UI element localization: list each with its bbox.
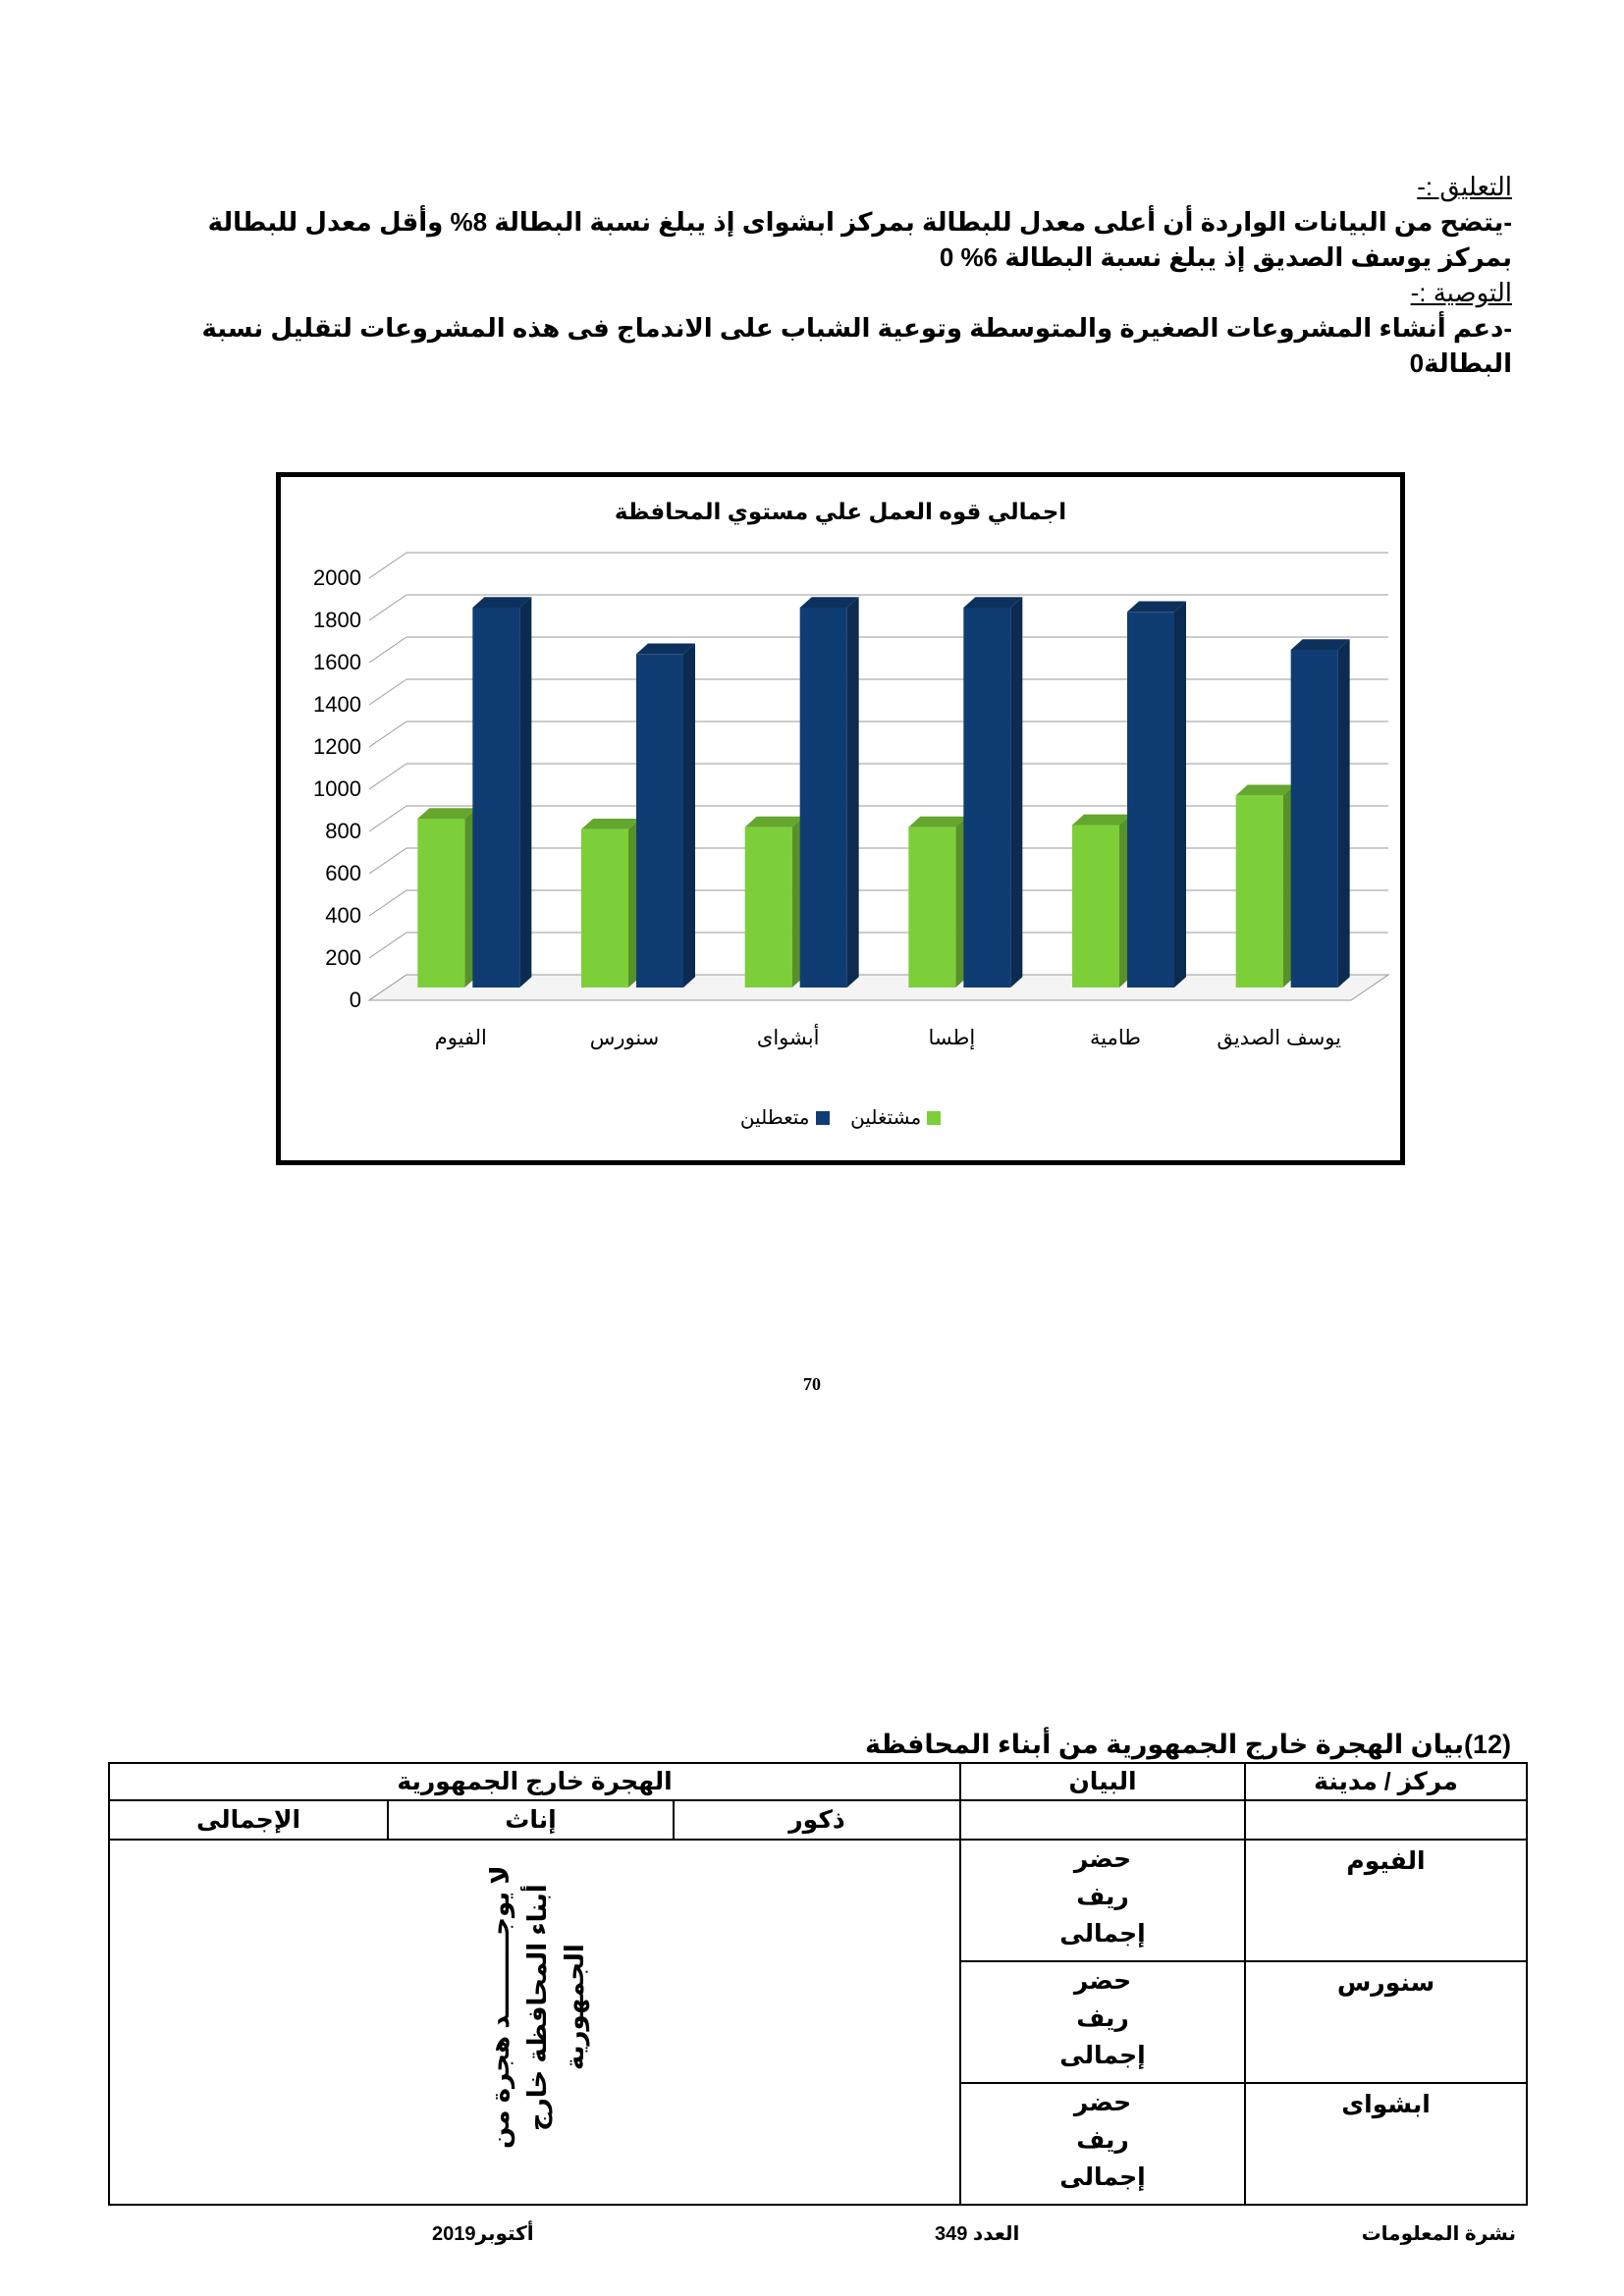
y-tick-label: 600	[325, 861, 361, 885]
table-header-row	[109, 1763, 1527, 1800]
stat-urban: حضر	[1073, 2089, 1132, 2116]
chart-title: اجمالي قوه العمل علي مستوي المحافظة	[614, 499, 1067, 524]
footer-issue: العدد 349	[935, 2223, 1020, 2245]
bar	[1072, 825, 1119, 988]
stat-rural: ريف	[1076, 1883, 1129, 1910]
legend-swatch-employed	[927, 1111, 941, 1125]
footer-date: أكتوبر2019	[432, 2223, 534, 2245]
chart-plot	[281, 477, 1400, 1160]
bar-side	[1174, 602, 1186, 988]
y-tick-label: 1400	[313, 692, 361, 717]
bar	[800, 608, 847, 988]
row-center-name: الفيوم	[1245, 1840, 1527, 1961]
x-tick-label: يوسف الصديق	[1217, 1027, 1342, 1049]
y-tick-label: 0	[349, 988, 361, 1012]
stat-total: إجمالى	[1059, 1920, 1146, 1948]
migration-table	[108, 1762, 1528, 2206]
legend-swatch-unemployed	[816, 1111, 830, 1125]
comment-text: -يتضح من البيانات الواردة أن أعلى معدل للبطالة بمركز ابشواى إذ يبلغ نسبة البطالة 8% وأقل معدل للبطالة بمركز يوسف الصديق إذ يبلغ نسبة البطالة 6% 0	[207, 207, 1512, 272]
y-tick-label: 1000	[313, 776, 361, 801]
subheader-empty-2	[960, 1800, 1245, 1840]
bar	[636, 654, 683, 988]
table-subheader-row	[109, 1800, 1527, 1840]
gridline-side	[369, 764, 406, 789]
recommendation-heading: التوصية :-	[1410, 278, 1512, 307]
legend-item-employed	[850, 1105, 941, 1130]
gridline-side	[369, 595, 406, 620]
header-statement: البيان	[960, 1763, 1245, 1800]
bar-side	[683, 644, 695, 988]
bar-side	[519, 597, 531, 988]
labor-force-chart	[276, 472, 1405, 1165]
stat-urban: حضر	[1073, 1967, 1132, 1995]
table-title: (12)بيان الهجرة خارج الجمهورية من أبناء المحافظة	[865, 1730, 1511, 1759]
row-statement	[960, 1961, 1245, 2083]
gridline-side	[369, 679, 406, 705]
legend-label-employed: مشتغلين	[850, 1107, 922, 1129]
subheader-empty-1	[1245, 1800, 1527, 1840]
footer-publication: نشرة المعلومات	[1361, 2223, 1516, 2245]
x-tick-label: طامية	[1090, 1027, 1141, 1049]
gridline-side	[369, 933, 406, 958]
bar	[472, 608, 519, 988]
stat-rural: ريف	[1076, 2126, 1129, 2154]
y-tick-label: 2000	[313, 565, 361, 590]
y-tick-label: 400	[325, 903, 361, 928]
stat-total: إجمالى	[1059, 2163, 1146, 2191]
gridline-side	[369, 721, 406, 747]
y-tick-label: 800	[325, 819, 361, 843]
subheader-males: ذكور	[674, 1800, 960, 1840]
bar-side	[1338, 639, 1350, 988]
recommendation-text: -دعم أنشاء المشروعات الصغيرة والمتوسطة وتوعية الشباب على الاندماج فى هذه المشروعات لتقليل نسبة البطالة0	[201, 313, 1512, 378]
subheader-total: الإجمالى	[109, 1800, 388, 1840]
subheader-females: إناث	[388, 1800, 674, 1840]
legend-label-unemployed: متعطلين	[739, 1107, 810, 1129]
x-tick-label: أبشواى	[756, 1027, 820, 1049]
commentary-block	[137, 169, 1512, 381]
gridline-side	[369, 637, 406, 663]
bar	[908, 828, 955, 988]
row-statement	[960, 1840, 1245, 1961]
bar	[417, 819, 464, 988]
table-row	[109, 1840, 1527, 1961]
y-tick-label: 1200	[313, 734, 361, 759]
bar-side	[847, 597, 859, 988]
bar	[581, 829, 628, 988]
y-tick-label: 1800	[313, 608, 361, 632]
stat-rural: ريف	[1076, 2004, 1129, 2032]
y-tick-label: 200	[325, 945, 361, 970]
header-center: مركز / مدينة	[1245, 1763, 1527, 1800]
x-tick-label: إطسا	[928, 1027, 976, 1049]
stat-total: إجمالى	[1059, 2042, 1146, 2069]
bar	[1236, 795, 1283, 988]
y-tick-label: 1600	[313, 650, 361, 674]
chart-legend	[281, 1105, 1400, 1131]
bar	[1127, 612, 1174, 988]
row-statement	[960, 2083, 1245, 2205]
bar	[745, 828, 792, 988]
bar	[1291, 650, 1338, 988]
gridline-side	[369, 553, 406, 578]
migration-values-cell	[109, 1840, 960, 2205]
row-center-name: سنورس	[1245, 1961, 1527, 2083]
gridline-side	[369, 890, 406, 916]
header-migration: الهجرة خارج الجمهورية	[109, 1763, 960, 1800]
page-number: 70	[803, 1374, 821, 1394]
x-tick-label: سنورس	[589, 1027, 660, 1049]
gridline-side	[369, 806, 406, 831]
bar-side	[1010, 597, 1022, 988]
comment-heading: التعليق :-	[1417, 172, 1512, 201]
stat-urban: حضر	[1073, 1845, 1132, 1873]
gridline-side	[369, 848, 406, 874]
bar	[963, 608, 1010, 988]
legend-item-unemployed	[740, 1105, 830, 1130]
no-migration-note: لا يوجـــــــــد هجرة من أبناء المحافظة خارج الجمهورية	[484, 1865, 589, 2150]
row-center-name: ابشواى	[1245, 2083, 1527, 2205]
x-tick-label: الفيوم	[434, 1027, 487, 1049]
